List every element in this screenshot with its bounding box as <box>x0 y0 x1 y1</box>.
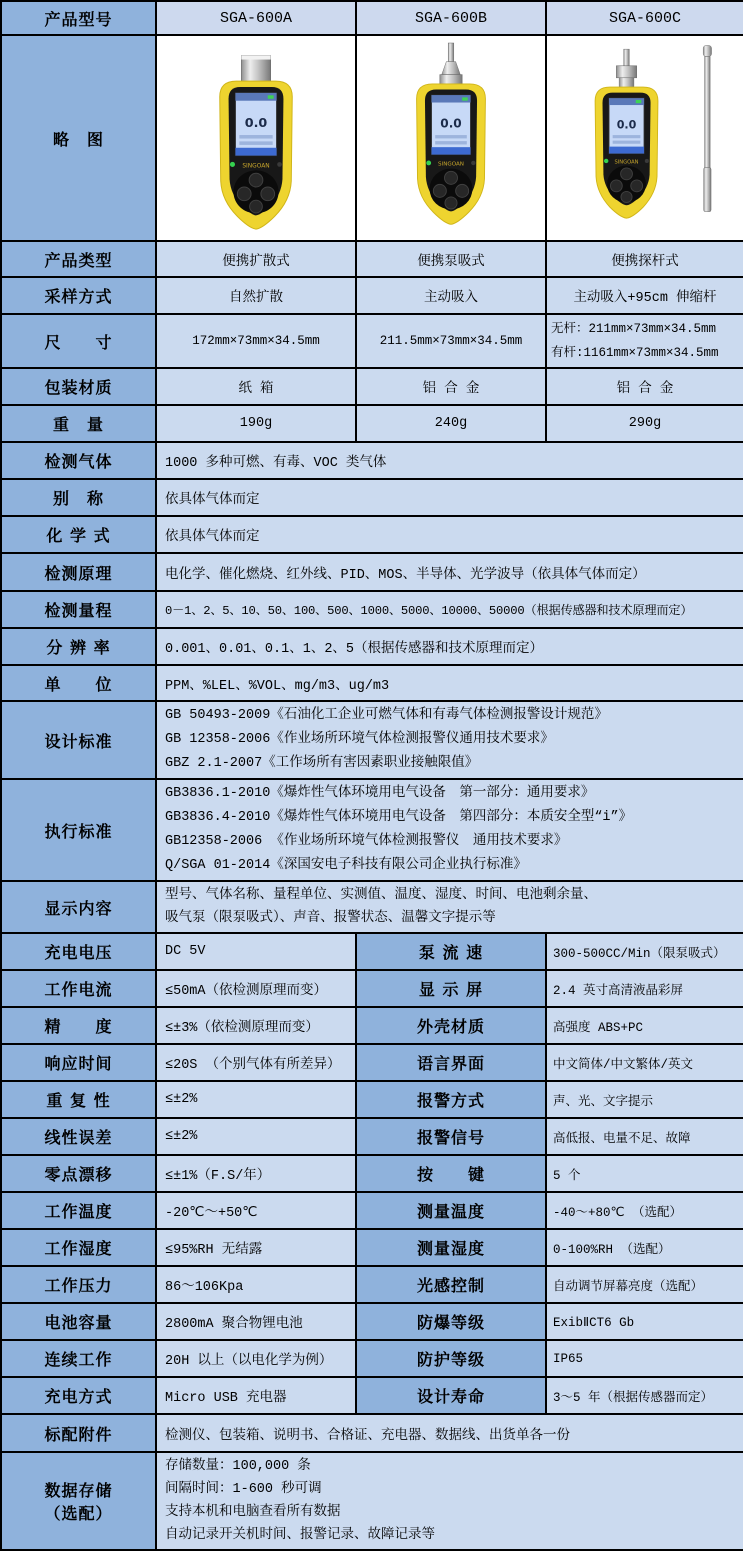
table-row-charge-method <box>1 1377 743 1414</box>
device-screen-value: 0.0 <box>244 116 268 132</box>
weight-b: 240g <box>356 405 546 442</box>
exec-standard-line2: GB3836.4-2010《爆炸性气体环境用电气设备 第四部分：本质安全型“i”》 <box>165 810 633 825</box>
packaging-b: 铝 合 金 <box>356 368 546 405</box>
shell-material-value: 高强度 ABS+PC <box>546 1007 743 1044</box>
table-row-charge-voltage <box>1 933 743 970</box>
detect-range-label: 检测量程 <box>1 591 156 628</box>
table-row-weight <box>1 405 743 442</box>
sensor-cap <box>616 66 636 78</box>
display-content-line1: 型号、气体名称、量程单位、实测值、温度、湿度、时间、电池剩余量、 <box>165 888 597 903</box>
linearity-error-label: 线性误差 <box>1 1118 156 1155</box>
data-storage-label-line1: 数据存储 <box>44 1481 113 1500</box>
explosion-proof-value: ExibⅡCT6 Gb <box>546 1303 743 1340</box>
device-b-photo-cell <box>356 35 546 241</box>
table-row-accuracy <box>1 1007 743 1044</box>
dimensions-c <box>546 314 743 368</box>
table-row-zero-drift <box>1 1155 743 1192</box>
storage-record-line: 自动记录开关机时间、报警记录、故障记录等 <box>165 1528 435 1543</box>
device-brand-text: SINGOAN <box>438 161 464 168</box>
chemical-formula-label: 化 学 式 <box>1 516 156 553</box>
table-row-linearity-error <box>1 1118 743 1155</box>
design-life-label: 设计寿命 <box>356 1377 546 1414</box>
dimensions-c-line1: 无杆：211mm×73mm×34.5mm <box>551 322 717 336</box>
table-row-working-humidity <box>1 1229 743 1266</box>
detect-gas-value: 1000 多种可燃、有毒、VOC 类气体 <box>156 442 743 479</box>
model-b-name: SGA-600B <box>356 1 546 35</box>
probe-cone <box>442 62 461 75</box>
detect-gas-label: 检测气体 <box>1 442 156 479</box>
storage-view-line: 支持本机和电脑查看所有数据 <box>165 1505 341 1520</box>
device-b-image <box>358 36 544 236</box>
weight-c: 290g <box>546 405 743 442</box>
detect-range-value: 0－1、2、5、10、50、100、500、1000、5000、10000、50000（根据传感器和技术原理而定） <box>156 591 743 628</box>
display-screen-value: 2.4 英寸高清液晶彩屏 <box>546 970 743 1007</box>
table-row-alias <box>1 479 743 516</box>
charge-method-value: Micro USB 充电器 <box>156 1377 356 1414</box>
repeatability-label: 重 复 性 <box>1 1081 156 1118</box>
table-row-chemical-formula <box>1 516 743 553</box>
alias-label: 别 称 <box>1 479 156 516</box>
telescopic-rod <box>703 45 711 56</box>
battery-capacity-value: 2800mA 聚合物锂电池 <box>156 1303 356 1340</box>
table-row-accessories <box>1 1414 743 1452</box>
accuracy-label: 精 度 <box>1 1007 156 1044</box>
zero-drift-value: ≤±1%（F.S/年） <box>156 1155 356 1192</box>
design-standard-value <box>156 701 743 779</box>
measure-temperature-value: -40～+80℃ （选配） <box>546 1192 743 1229</box>
charge-voltage-label: 充电电压 <box>1 933 156 970</box>
resolution-label: 分 辨 率 <box>1 628 156 665</box>
detect-principle-label: 检测原理 <box>1 553 156 591</box>
status-led <box>230 162 235 167</box>
table-row-response-time <box>1 1044 743 1081</box>
status-led <box>604 159 608 163</box>
table-row-packaging <box>1 368 743 405</box>
dimensions-a: 172mm×73mm×34.5mm <box>156 314 356 368</box>
sampling-b: 主动吸入 <box>356 277 546 314</box>
exec-standard-line3: GB12358-2006 《作业场所环境气体检测报警仪 通用技术要求》 <box>165 834 568 849</box>
detect-principle-value: 电化学、催化燃烧、红外线、PID、MOS、半导体、光学波导（依具体气体而定） <box>156 553 743 591</box>
dimensions-c-line2: 有杆:1161mm×73mm×34.5mm <box>551 346 719 360</box>
table-row-product-type <box>1 241 743 277</box>
exec-standard-line1: GB3836.1-2010《爆炸性气体环境用电气设备 第一部分：通用要求》 <box>165 786 595 801</box>
display-screen-label: 显 示 屏 <box>356 970 546 1007</box>
probe-tube <box>624 49 630 66</box>
data-storage-value <box>156 1452 743 1550</box>
model-a-name: SGA-600A <box>156 1 356 35</box>
explosion-proof-label: 防爆等级 <box>356 1303 546 1340</box>
sampling-a: 自然扩散 <box>156 277 356 314</box>
unit-value: PPM、%LEL、%VOL、mg/m3、ug/m3 <box>156 665 743 701</box>
working-humidity-label: 工作湿度 <box>1 1229 156 1266</box>
unit-label: 单 位 <box>1 665 156 701</box>
shell-material-label: 外壳材质 <box>356 1007 546 1044</box>
weight-a: 190g <box>156 405 356 442</box>
response-time-label: 响应时间 <box>1 1044 156 1081</box>
pump-flow-label: 泵 流 速 <box>356 933 546 970</box>
dimensions-b: 211.5mm×73mm×34.5mm <box>356 314 546 368</box>
device-brand-text: SINGOAN <box>614 159 639 166</box>
dimensions-label: 尺 寸 <box>1 314 156 368</box>
design-standard-label: 设计标准 <box>1 701 156 779</box>
table-row-continuous-work <box>1 1340 743 1377</box>
working-temperature-label: 工作温度 <box>1 1192 156 1229</box>
table-row-dimensions <box>1 314 743 368</box>
table-row-unit <box>1 665 743 701</box>
resolution-value: 0.001、0.01、0.1、1、2、5（根据传感器和技术原理而定） <box>156 628 743 665</box>
battery-capacity-label: 电池容量 <box>1 1303 156 1340</box>
measure-humidity-label: 测量湿度 <box>356 1229 546 1266</box>
display-content-line2: 吸气泵（限泵吸式）、声音、报警状态、温馨文字提示等 <box>165 911 496 926</box>
packaging-c: 铝 合 金 <box>546 368 743 405</box>
repeatability-value: ≤±2% <box>156 1081 356 1118</box>
device-c-photo-cell <box>546 35 743 241</box>
product-type-b: 便携泵吸式 <box>356 241 546 277</box>
status-led <box>426 161 431 166</box>
data-storage-label <box>1 1452 156 1550</box>
product-type-label: 产品类型 <box>1 241 156 277</box>
device-a-image <box>158 36 354 236</box>
sampling-method-label: 采样方式 <box>1 277 156 314</box>
accuracy-value: ≤±3%（依检测原理而变） <box>156 1007 356 1044</box>
display-content-label: 显示内容 <box>1 881 156 933</box>
design-standard-line3: GBZ 2.1-2007《工作场所有害因素职业接触限值》 <box>165 756 479 771</box>
table-row-repeatability <box>1 1081 743 1118</box>
sampling-c: 主动吸入+95cm 伸缩杆 <box>546 277 743 314</box>
model-c-name: SGA-600C <box>546 1 743 35</box>
keys-value: 5 个 <box>546 1155 743 1192</box>
alarm-signal-label: 报警信号 <box>356 1118 546 1155</box>
protection-rating-label: 防护等级 <box>356 1340 546 1377</box>
working-current-value: ≤50mA（依检测原理而变） <box>156 970 356 1007</box>
device-screen-value: 0.0 <box>440 116 462 131</box>
device-screen-value: 0.0 <box>616 118 637 132</box>
accessories-label: 标配附件 <box>1 1414 156 1452</box>
table-row-detect-principle <box>1 553 743 591</box>
keys-label: 按 键 <box>356 1155 546 1192</box>
charge-voltage-value: DC 5V <box>156 933 356 970</box>
pump-flow-value: 300-500CC/Min（限泵吸式） <box>546 933 743 970</box>
table-row-working-temperature <box>1 1192 743 1229</box>
product-type-c: 便携探杆式 <box>546 241 743 277</box>
table-row-sampling <box>1 277 743 314</box>
packaging-label: 包装材质 <box>1 368 156 405</box>
table-row-data-storage <box>1 1452 743 1550</box>
storage-count-line: 存储数量：100,000 条 <box>165 1459 311 1474</box>
response-time-value: ≤20S （个别气体有所差异） <box>156 1044 356 1081</box>
working-current-label: 工作电流 <box>1 970 156 1007</box>
table-row-resolution <box>1 628 743 665</box>
working-pressure-label: 工作压力 <box>1 1266 156 1303</box>
data-storage-label-line2: （选配） <box>44 1504 113 1523</box>
design-standard-line2: GB 12358-2006《作业场所环境气体检测报警仪通用技术要求》 <box>165 732 554 747</box>
packaging-a: 纸 箱 <box>156 368 356 405</box>
device-a-photo-cell <box>156 35 356 241</box>
exec-standard-value <box>156 779 743 881</box>
storage-interval-line: 间隔时间：1-600 秒可调 <box>165 1482 322 1497</box>
product-model-label: 产品型号 <box>1 1 156 35</box>
accessories-value: 检测仪、包装箱、说明书、合格证、充电器、数据线、出货单各一份 <box>156 1414 743 1452</box>
product-type-a: 便携扩散式 <box>156 241 356 277</box>
alias-value: 依具体气体而定 <box>156 479 743 516</box>
table-row-detect-range <box>1 591 743 628</box>
device-brand-text: SINGOAN <box>242 163 270 170</box>
design-life-value: 3～5 年（根据传感器而定） <box>546 1377 743 1414</box>
continuous-work-label: 连续工作 <box>1 1340 156 1377</box>
table-row-model <box>1 1 743 35</box>
table-row-exec-standard <box>1 779 743 881</box>
charge-method-label: 充电方式 <box>1 1377 156 1414</box>
table-row-detect-gas <box>1 442 743 479</box>
weight-label: 重 量 <box>1 405 156 442</box>
table-row-design-standard <box>1 701 743 779</box>
working-humidity-value: ≤95%RH 无结露 <box>156 1229 356 1266</box>
probe-tube <box>448 43 454 62</box>
alarm-signal-value: 高低报、电量不足、故障 <box>546 1118 743 1155</box>
chemical-formula-value: 依具体气体而定 <box>156 516 743 553</box>
alarm-mode-value: 声、光、文字提示 <box>546 1081 743 1118</box>
light-control-label: 光感控制 <box>356 1266 546 1303</box>
alarm-mode-label: 报警方式 <box>356 1081 546 1118</box>
table-row-sketch <box>1 35 743 241</box>
device-c-image <box>548 36 742 236</box>
zero-drift-label: 零点漂移 <box>1 1155 156 1192</box>
working-temperature-value: -20℃～+50℃ <box>156 1192 356 1229</box>
table-row-working-current <box>1 970 743 1007</box>
table-row-battery-capacity <box>1 1303 743 1340</box>
sketch-label: 略 图 <box>1 35 156 241</box>
exec-standard-label: 执行标准 <box>1 779 156 881</box>
design-standard-line1: GB 50493-2009《石油化工企业可燃气体和有毒气体检测报警设计规范》 <box>165 708 608 723</box>
exec-standard-line4: Q/SGA 01-2014《深国安电子科技有限公司企业执行标准》 <box>165 858 527 873</box>
measure-temperature-label: 测量温度 <box>356 1192 546 1229</box>
language-interface-value: 中文简体/中文繁体/英文 <box>546 1044 743 1081</box>
language-interface-label: 语言界面 <box>356 1044 546 1081</box>
protection-rating-value: IP65 <box>546 1340 743 1377</box>
working-pressure-value: 86～106Kpa <box>156 1266 356 1303</box>
sensor-cap <box>241 56 270 85</box>
continuous-work-value: 20H 以上（以电化学为例） <box>156 1340 356 1377</box>
measure-humidity-value: 0-100%RH （选配） <box>546 1229 743 1266</box>
table-row-display-content <box>1 881 743 933</box>
display-content-value <box>156 881 743 933</box>
light-control-value: 自动调节屏幕亮度（选配） <box>546 1266 743 1303</box>
linearity-error-value: ≤±2% <box>156 1118 356 1155</box>
table-row-working-pressure <box>1 1266 743 1303</box>
